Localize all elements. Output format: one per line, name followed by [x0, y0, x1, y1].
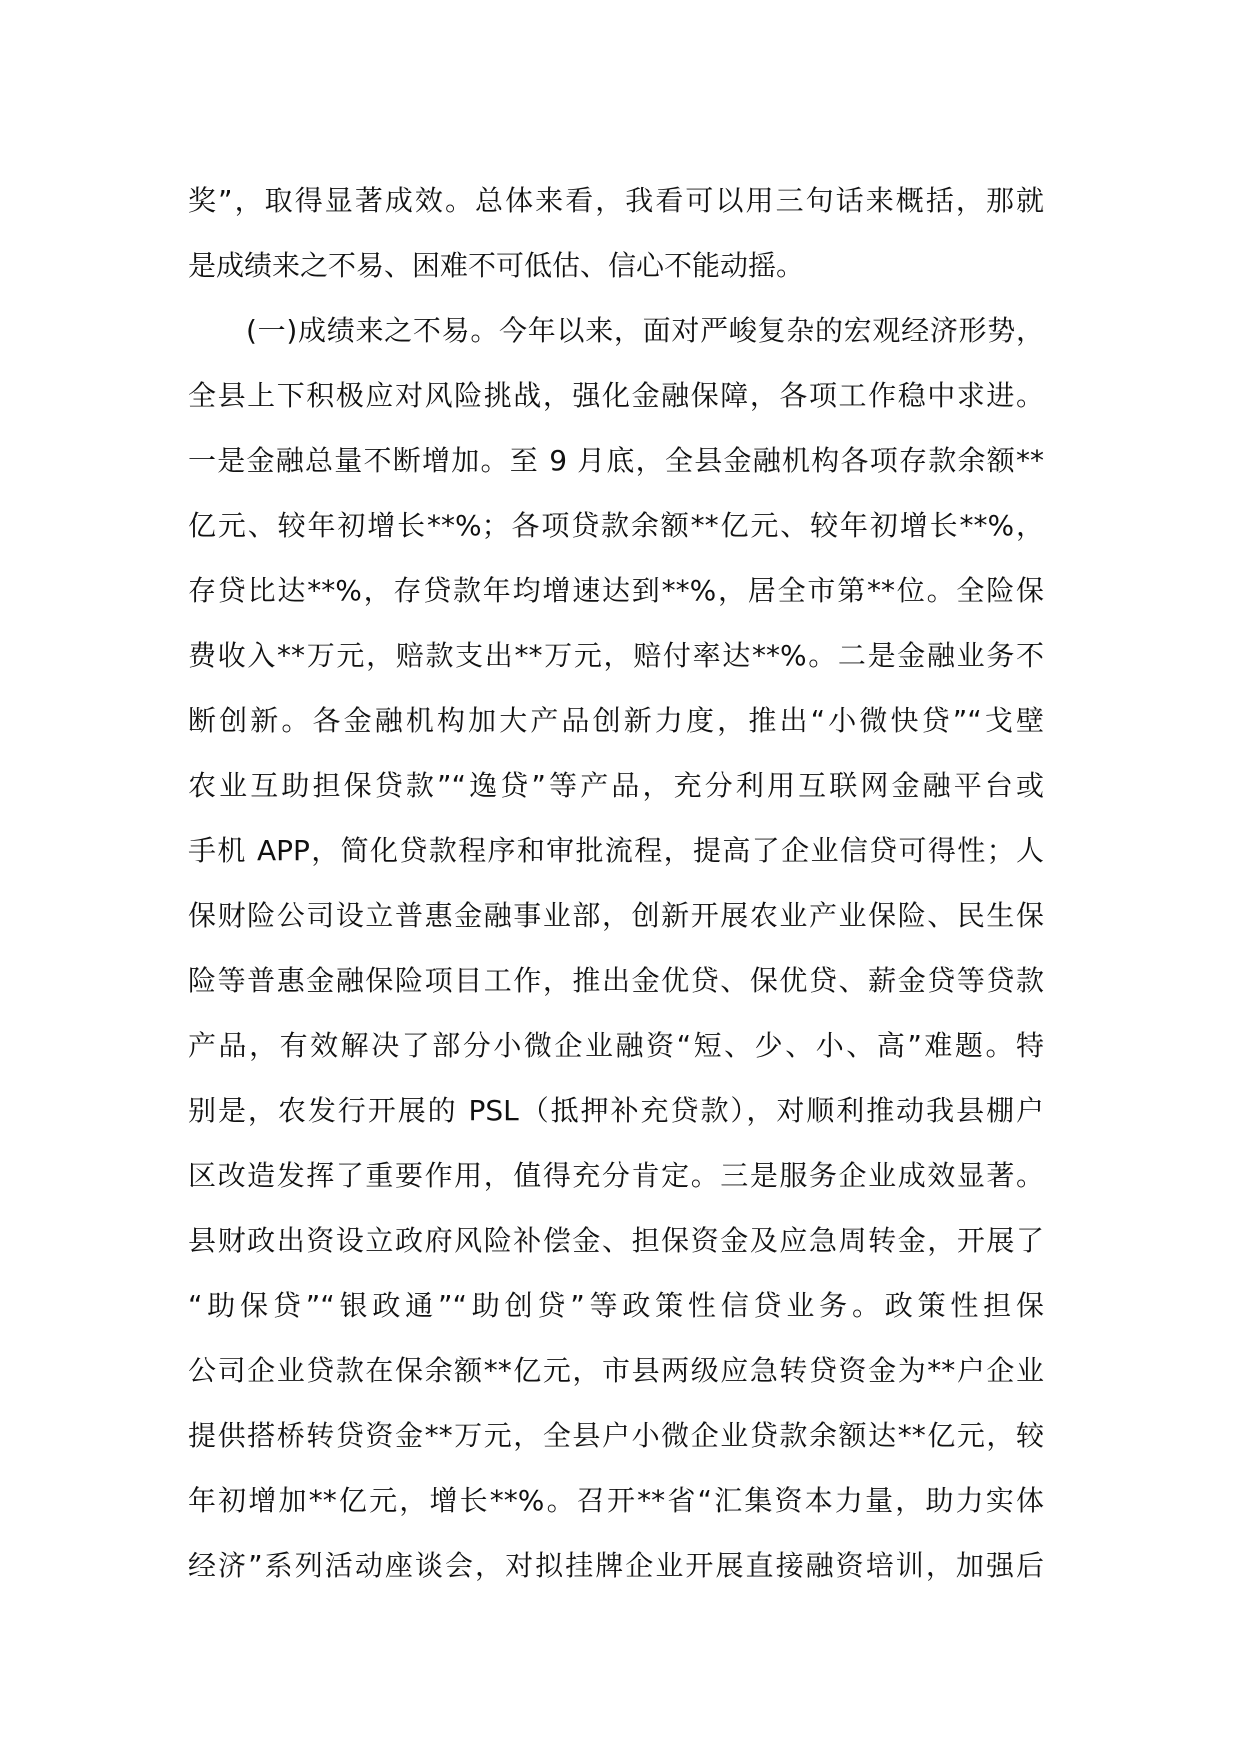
text-line: 产品，有效解决了部分小微企业融资“短、少、小、高”难题。特	[188, 1029, 1044, 1062]
text-line: 年初增加**亿元，增长**%。召开**省“汇集资本力量，助力实体	[188, 1484, 1044, 1517]
paragraph-heading-line: (一)成绩来之不易。今年以来，面对严峻复杂的宏观经济形势，	[246, 314, 1044, 347]
text-line: 公司企业贷款在保余额**亿元，市县两级应急转贷资金为**户企业	[188, 1354, 1044, 1387]
text-line: 亿元、较年初增长**%；各项贷款余额**亿元、较年初增长**%，	[188, 509, 1044, 542]
text-line: 险等普惠金融保险项目工作，推出金优贷、保优贷、薪金贷等贷款	[188, 964, 1044, 997]
text-line: 区改造发挥了重要作用，值得充分肯定。三是服务企业成效显著。	[188, 1159, 1044, 1192]
text-line: 保财险公司设立普惠金融事业部，创新开展农业产业保险、民生保	[188, 899, 1044, 932]
text-line: 费收入**万元，赔款支出**万元，赔付率达**%。二是金融业务不	[188, 639, 1044, 672]
body-text	[188, 168, 1044, 1598]
text-line: 一是金融总量不断增加。至 9 月底，全县金融机构各项存款余额**	[188, 444, 1044, 477]
text-line: 手机 APP，简化贷款程序和审批流程，提高了企业信贷可得性；人	[188, 834, 1044, 867]
text-line: 全县上下积极应对风险挑战，强化金融保障，各项工作稳中求进。	[188, 379, 1044, 412]
text-line: 断创新。各金融机构加大产品创新力度，推出“小微快贷”“戈壁	[188, 704, 1044, 737]
text-line: 县财政出资设立政府风险补偿金、担保资金及应急周转金，开展了	[188, 1224, 1044, 1257]
text-line: 存贷比达**%，存贷款年均增速达到**%，居全市第**位。全险保	[188, 574, 1044, 607]
text-line: “助保贷”“银政通”“助创贷”等政策性信贷业务。政策性担保	[188, 1289, 1044, 1322]
text-line: 经济”系列活动座谈会，对拟挂牌企业开展直接融资培训，加强后	[188, 1549, 1044, 1582]
text-line: 农业互助担保贷款”“逸贷”等产品，充分利用互联网金融平台或	[188, 769, 1044, 802]
text-line: 提供搭桥转贷资金**万元，全县户小微企业贷款余额达**亿元，较	[188, 1419, 1044, 1452]
text-line: 别是，农发行开展的 PSL（抵押补充贷款），对顺利推动我县棚户	[188, 1094, 1044, 1127]
text-line: 奖”，取得显著成效。总体来看，我看可以用三句话来概括，那就	[188, 184, 1044, 217]
text-line: 是成绩来之不易、困难不可低估、信心不能动摇。	[188, 249, 805, 282]
